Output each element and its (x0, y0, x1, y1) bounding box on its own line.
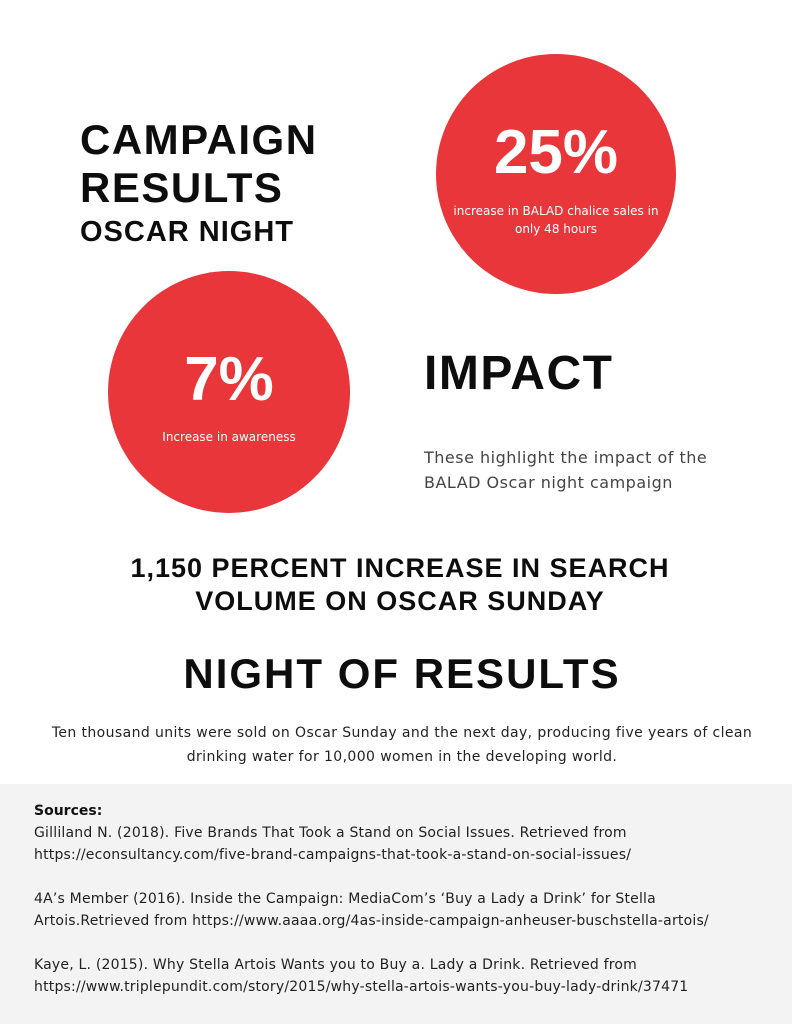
title-line-1: CAMPAIGN (80, 116, 318, 163)
page-subtitle: OSCAR NIGHT (80, 216, 294, 248)
source-entry (34, 888, 774, 932)
results-description: Ten thousand units were sold on Oscar Sunday and the next day, producing five years of clean drinking water for 10,000 women in the developing world. (51, 725, 753, 765)
search-headline-line-2: VOLUME ON OSCAR SUNDAY (195, 586, 605, 616)
source-citation: 4A’s Member (2016). Inside the Campaign: MediaCom’s ‘Buy a Lady a Drink’ for Stella (34, 891, 656, 907)
sales-stat-value: 25% (493, 118, 619, 187)
source-url: https://www.triplepundit.com/story/2015/why-stella-artois-wants-you-buy-lady-drink/37471 (34, 979, 689, 995)
impact-heading: IMPACT (424, 347, 614, 400)
search-volume-headline (80, 552, 720, 618)
page-title (80, 116, 318, 212)
source-entry (34, 822, 774, 866)
source-entry (34, 954, 774, 998)
source-citation: Kaye, L. (2015). Why Stella Artois Wants you to Buy a. Lady a Drink. Retrieved from (34, 957, 637, 973)
sources-panel (0, 784, 792, 1024)
results-heading: NIGHT OF RESULTS (183, 650, 621, 697)
awareness-stat-value: 7% (184, 345, 274, 414)
sources-label: Sources: (34, 803, 103, 819)
awareness-stat-caption: Increase in awareness (162, 430, 296, 444)
source-url: https://econsultancy.com/five-brand-campaigns-that-took-a-stand-on-social-issues/ (34, 847, 632, 863)
sales-stat-circle (436, 54, 676, 294)
source-url: Artois.Retrieved from https://www.aaaa.org/4as-inside-campaign-anheuser-buschstella-artois/ (34, 913, 709, 929)
impact-description: These highlight the impact of the BALAD Oscar night campaign (424, 448, 708, 492)
title-line-2: RESULTS (80, 164, 284, 211)
sales-stat-caption: increase in BALAD chalice sales in only 48 hours (453, 204, 659, 236)
source-citation: Gilliland N. (2018). Five Brands That Took a Stand on Social Issues. Retrieved from (34, 825, 627, 841)
search-headline-line-1: 1,150 PERCENT INCREASE IN SEARCH (130, 553, 670, 583)
awareness-stat-circle (108, 271, 350, 513)
